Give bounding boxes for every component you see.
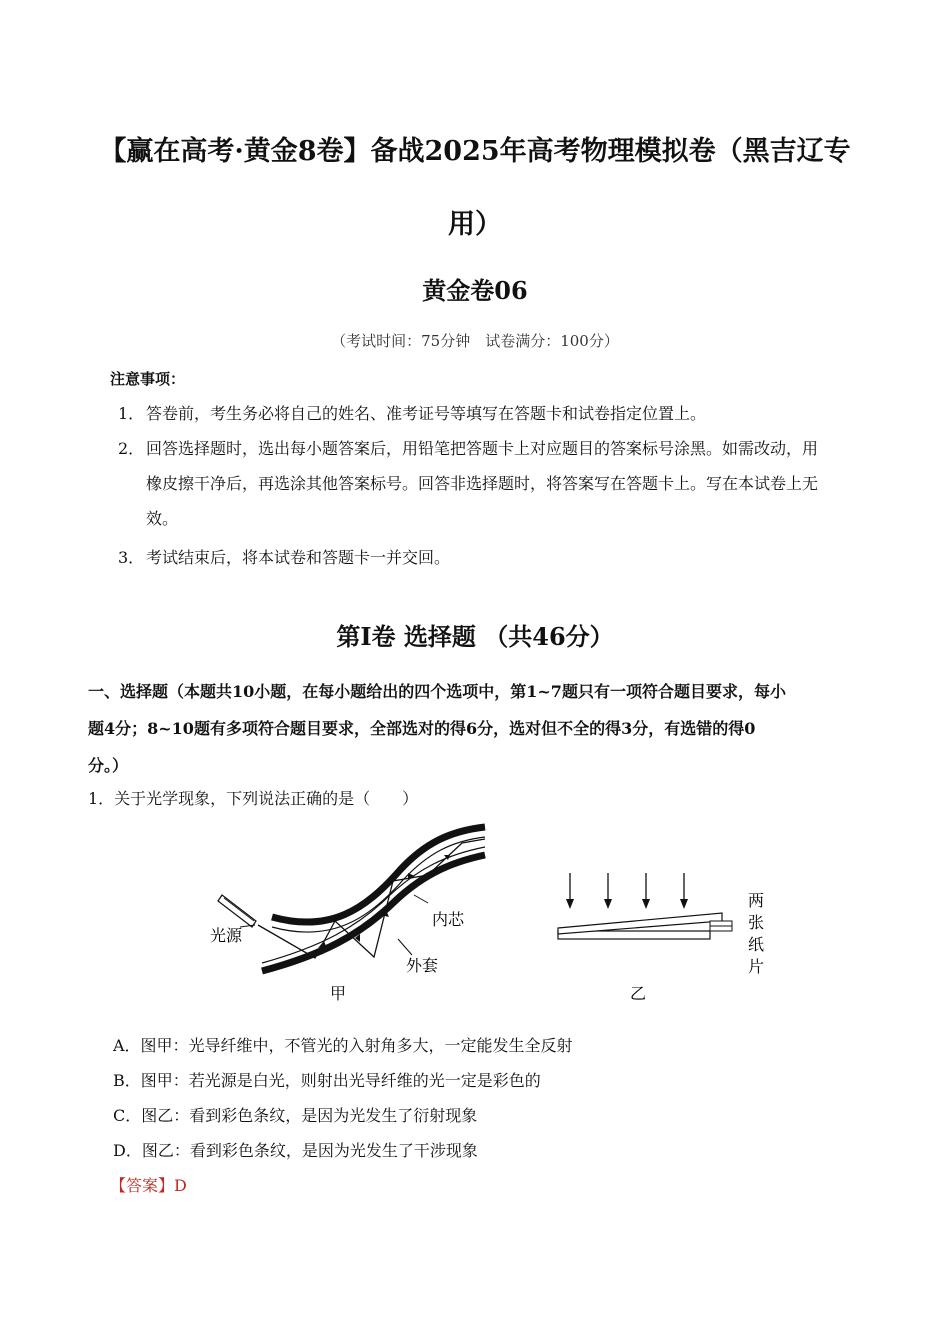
paper-sheet bbox=[710, 926, 732, 931]
notice-text-continued: 橡皮擦干净后，再选涂其他答案标号。回答非选择题时，将答案写在答题卡上。写在本试卷上无 bbox=[146, 474, 819, 493]
exam-title-line2: 用） bbox=[448, 209, 502, 240]
paper-subtitle: 黄金卷06 bbox=[422, 276, 528, 305]
notice-heading: 注意事项： bbox=[110, 370, 186, 388]
notice-text: 回答选择题时，选出每小题答案后，用铅笔把答题卡上对应题目的答案标号涂黑。如需改动，用 bbox=[146, 439, 819, 458]
label-light-source: 光源 bbox=[210, 926, 243, 945]
part-instructions-line: 题4分；8~10题有多项符合题目要求，全部选对的得6分，选对但不全的得3分，有选错的得0 bbox=[88, 719, 756, 738]
label-paper-char: 两 bbox=[748, 891, 765, 910]
notice-number: 1． bbox=[118, 404, 145, 423]
part-instructions-line: 分。） bbox=[88, 756, 129, 775]
option-c: C．图乙：看到彩色条纹，是因为光发生了衍射现象 bbox=[113, 1106, 478, 1125]
notice-text: 考试结束后，将本试卷和答题卡一并交回。 bbox=[146, 548, 451, 567]
notice-item bbox=[118, 431, 863, 536]
incident-light-arrows bbox=[566, 873, 688, 909]
paper-sheet bbox=[710, 921, 732, 926]
optical-fiber-diagram bbox=[210, 827, 485, 1003]
notice-text-continued: 效。 bbox=[146, 509, 179, 528]
label-paper-char: 片 bbox=[748, 957, 765, 976]
notice-text: 答卷前，考生务必将自己的姓名、准考证号等填写在答题卡和试卷指定位置上。 bbox=[146, 404, 707, 423]
caption-yi: 乙 bbox=[630, 984, 647, 1003]
exam-title-line1: 【赢在高考·黄金8卷】备战2025年高考物理模拟卷（黑吉辽专 bbox=[99, 136, 851, 167]
air-wedge-diagram bbox=[558, 873, 764, 1003]
notice-item bbox=[118, 396, 863, 431]
answer-line: 【答案】D bbox=[110, 1176, 187, 1195]
label-core: 内芯 bbox=[432, 910, 465, 929]
option-b: B．图甲：若光源是白光，则射出光导纤维的光一定是彩色的 bbox=[113, 1071, 541, 1090]
question-stem: 1．关于光学现象，下列说法正确的是（ ） bbox=[88, 789, 419, 808]
notice-item bbox=[118, 540, 863, 575]
light-source-icon bbox=[218, 895, 256, 927]
notice-number: 2． bbox=[118, 439, 145, 458]
caption-jia: 甲 bbox=[330, 984, 347, 1003]
label-paper-char: 张 bbox=[748, 913, 765, 932]
question-figure bbox=[200, 815, 780, 1015]
part-instructions bbox=[88, 673, 868, 784]
fiber-jacket-upper bbox=[272, 827, 485, 922]
part-instructions-line: 一、选择题（本题共10小题，在每小题给出的四个选项中，第1~7题只有一项符合题目要求，每小 bbox=[88, 682, 786, 701]
option-d: D．图乙：看到彩色条纹，是因为光发生了干涉现象 bbox=[113, 1141, 478, 1160]
section-title: 第Ⅰ卷 选择题 （共46分） bbox=[336, 622, 614, 651]
label-paper-char: 纸 bbox=[748, 935, 765, 954]
option-a: A．图甲：光导纤维中，不管光的入射角多大，一定能发生全反射 bbox=[113, 1036, 573, 1055]
jacket-leader-line bbox=[398, 939, 412, 955]
label-jacket: 外套 bbox=[406, 956, 439, 975]
notice-number: 3． bbox=[118, 548, 145, 567]
exam-info: （考试时间：75分钟 试卷满分：100分） bbox=[331, 332, 619, 350]
core-leader-line bbox=[414, 895, 428, 903]
